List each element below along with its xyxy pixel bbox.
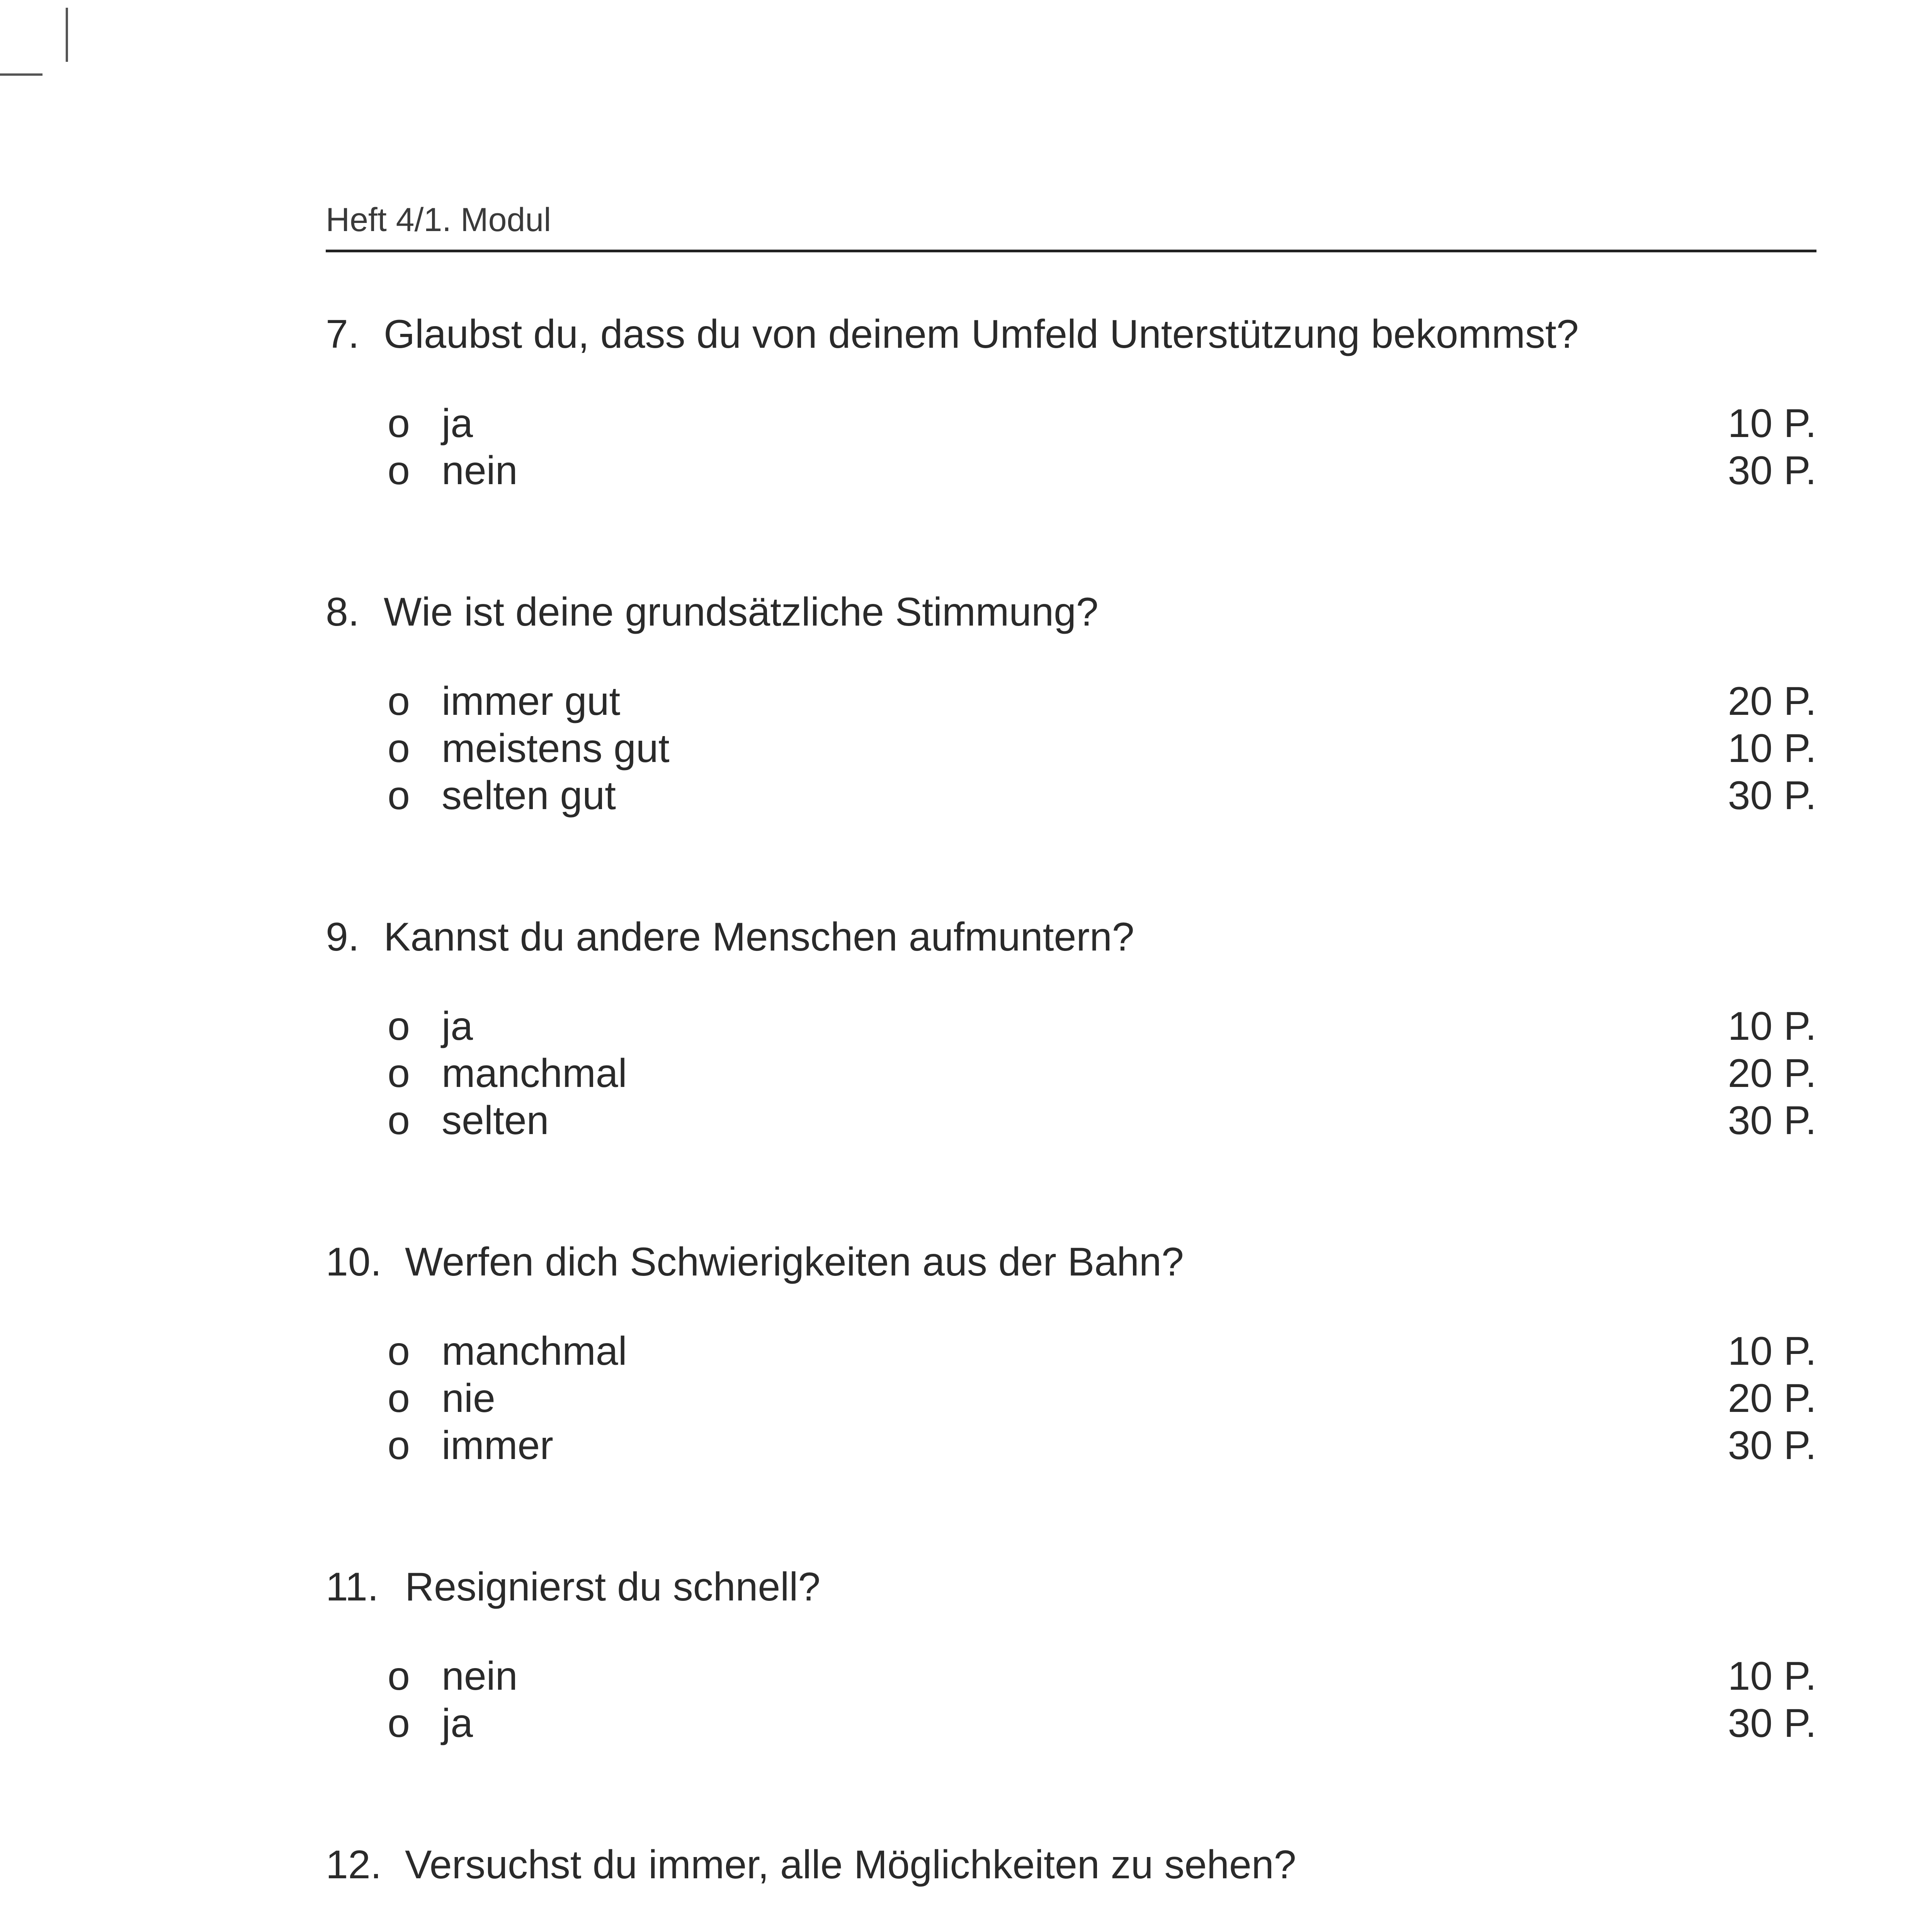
answer-option[interactable]: [326, 1930, 1816, 1932]
answer-option[interactable]: [326, 1097, 1816, 1144]
answer-label: ja: [442, 401, 473, 446]
answer-label: manchmal: [442, 1051, 627, 1096]
question-text: Resignierst du schnell?: [405, 1565, 821, 1609]
answer-label: manchmal: [442, 1329, 627, 1374]
checkbox-marker: o: [388, 1654, 410, 1699]
question-number: 10.: [326, 1240, 382, 1284]
checkbox-marker: o: [388, 1098, 410, 1143]
checkbox-marker: [388, 1930, 410, 1932]
answer-label: selten gut: [442, 773, 616, 818]
answer-points: 10 P.: [1728, 1004, 1816, 1049]
question-block: [326, 908, 1816, 1144]
answer-option[interactable]: [326, 725, 1816, 772]
question-number: 7.: [326, 312, 359, 357]
question-title: [326, 1558, 1816, 1616]
answer-points: 10 P.: [1728, 726, 1816, 771]
answer-options: [326, 400, 1816, 494]
answer-label: immer: [442, 1423, 553, 1468]
checkbox-marker: o: [388, 679, 410, 724]
answer-points: 30 P.: [1728, 1701, 1816, 1746]
question-block: [326, 583, 1816, 819]
answer-points: 10 P.: [1728, 1654, 1816, 1699]
answer-points: 10 P.: [1728, 401, 1816, 446]
answer-points: [1728, 1930, 1816, 1932]
answer-label: ja: [442, 1004, 473, 1049]
question-block: [326, 1558, 1816, 1747]
answer-option[interactable]: [326, 1375, 1816, 1422]
answer-label: nein: [442, 448, 518, 493]
question-number: 8.: [326, 590, 359, 634]
answer-option[interactable]: [326, 1422, 1816, 1469]
answer-points: 30 P.: [1728, 448, 1816, 493]
checkbox-marker: o: [388, 1329, 410, 1374]
answer-label: immer gut: [442, 679, 621, 724]
question-text: Kannst du andere Menschen aufmuntern?: [384, 915, 1134, 959]
question-title: [326, 583, 1816, 641]
answer-points: 20 P.: [1728, 1051, 1816, 1096]
answer-option[interactable]: [326, 400, 1816, 447]
answer-points: 30 P.: [1728, 1423, 1816, 1468]
question-title: [326, 305, 1816, 363]
question-list: [326, 305, 1816, 1932]
checkbox-marker: o: [388, 726, 410, 771]
answer-label: meistens gut: [442, 726, 670, 771]
checkbox-marker: o: [388, 1376, 410, 1421]
checkbox-marker: o: [388, 1701, 410, 1746]
question-number: 12.: [326, 1842, 382, 1887]
answer-label: nie: [442, 1376, 495, 1421]
checkbox-marker: o: [388, 448, 410, 493]
answer-options: [326, 1328, 1816, 1469]
question-text: Wie ist deine grundsätzliche Stimmung?: [384, 590, 1099, 634]
question-block: [326, 1836, 1816, 1932]
answer-points: 30 P.: [1728, 773, 1816, 818]
answer-option[interactable]: [326, 1700, 1816, 1747]
question-block: [326, 305, 1816, 494]
header-rule: [326, 250, 1816, 252]
question-title: [326, 1233, 1816, 1291]
question-title: [326, 1836, 1816, 1894]
answer-option[interactable]: [326, 447, 1816, 494]
checkbox-marker: o: [388, 401, 410, 446]
answer-label: selten: [442, 1098, 549, 1143]
answer-option[interactable]: [326, 772, 1816, 819]
crop-mark: [66, 8, 68, 62]
answer-label: [442, 1930, 602, 1932]
answer-options: [326, 678, 1816, 819]
checkbox-marker: o: [388, 1051, 410, 1096]
question-number: 11.: [326, 1565, 379, 1609]
question-block: [326, 1233, 1816, 1469]
answer-option[interactable]: [326, 1328, 1816, 1375]
checkbox-marker: o: [388, 1423, 410, 1468]
question-text: Versuchst du immer, alle Möglichkeiten zu sehen?: [405, 1842, 1296, 1887]
answer-points: 10 P.: [1728, 1329, 1816, 1374]
running-header: Heft 4/1. Modul: [326, 201, 551, 238]
answer-options: [326, 1653, 1816, 1747]
question-title: [326, 908, 1816, 966]
answer-points: 20 P.: [1728, 1376, 1816, 1421]
answer-option[interactable]: [326, 1653, 1816, 1700]
answer-option[interactable]: [326, 678, 1816, 725]
checkbox-marker: o: [388, 1004, 410, 1049]
checkbox-marker: o: [388, 773, 410, 818]
question-text: Glaubst du, dass du von deinem Umfeld Unterstützung bekommst?: [384, 312, 1579, 357]
question-number: 9.: [326, 915, 359, 959]
crop-mark: [0, 73, 43, 76]
answer-options: [326, 1930, 1816, 1932]
answer-option[interactable]: [326, 1050, 1816, 1097]
answer-label: ja: [442, 1701, 473, 1746]
answer-label: nein: [442, 1654, 518, 1699]
question-text: Werfen dich Schwierigkeiten aus der Bahn?: [405, 1240, 1184, 1284]
answer-option[interactable]: [326, 1003, 1816, 1050]
answer-points: 20 P.: [1728, 679, 1816, 724]
answer-points: 30 P.: [1728, 1098, 1816, 1143]
answer-options: [326, 1003, 1816, 1144]
